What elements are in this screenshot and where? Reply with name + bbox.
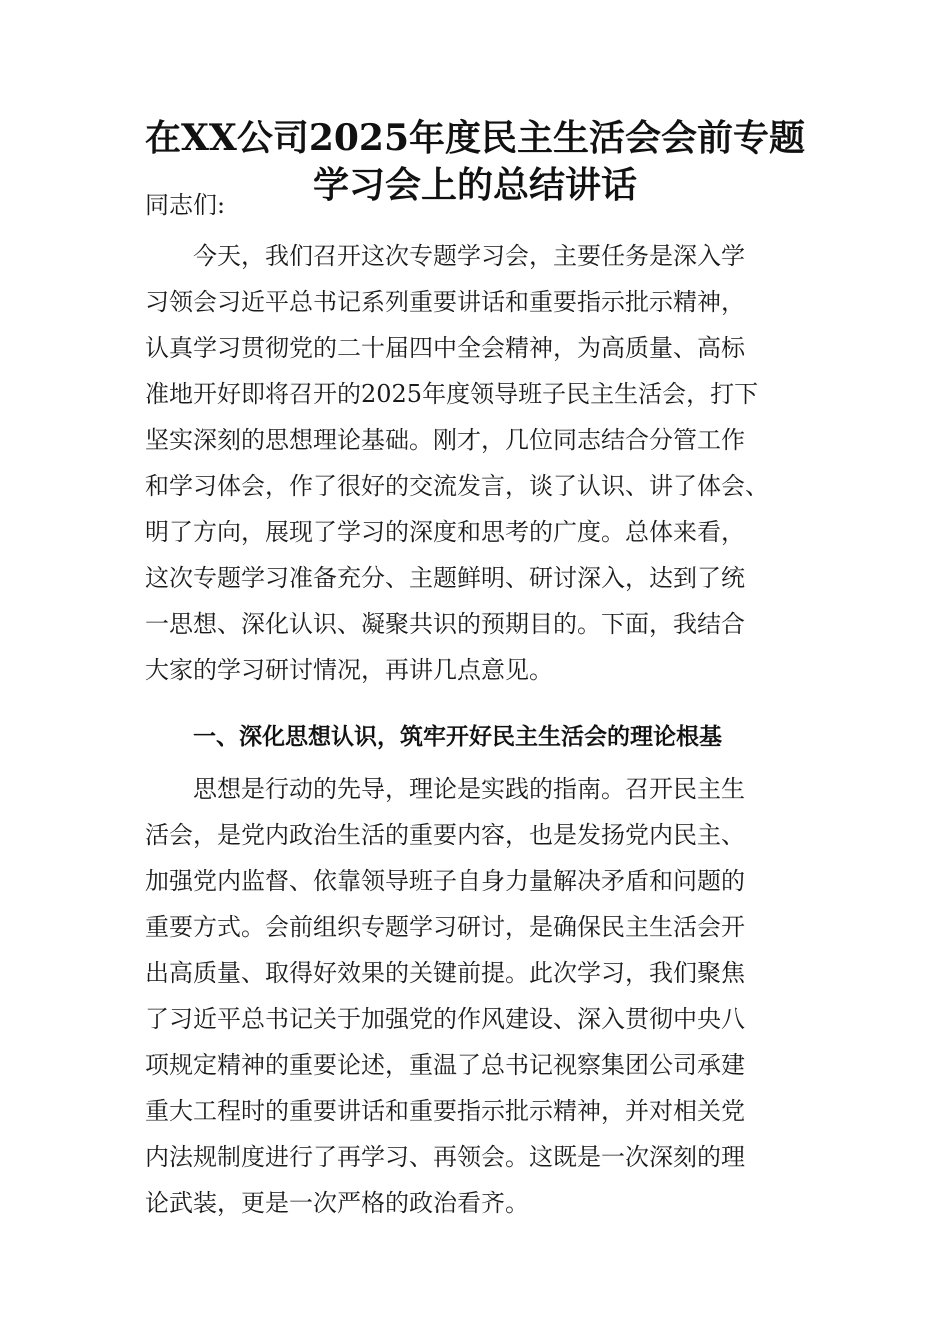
paragraph-line: 明了方向，展现了学习的深度和思考的广度。总体来看， (145, 518, 745, 546)
paragraph-line: 加强党内监督、依靠领导班子自身力量解决矛盾和问题的 (145, 867, 745, 895)
paragraph-line: 内法规制度进行了再学习、再领会。这既是一次深刻的理 (145, 1143, 745, 1171)
paragraph-line: 今天，我们召开这次专题学习会，主要任务是深入学 (193, 242, 745, 270)
paragraph-line: 认真学习贯彻党的二十届四中全会精神，为高质量、高标 (145, 334, 745, 362)
paragraph-line: 重大工程时的重要讲话和重要指示批示精神，并对相关党 (145, 1097, 745, 1125)
paragraph-line: 出高质量、取得好效果的关键前提。此次学习，我们聚焦 (145, 959, 745, 987)
document-title-line-2: 学习会上的总结讲话 (312, 164, 637, 206)
paragraph-line: 大家的学习研讨情况，再讲几点意见。 (145, 656, 553, 684)
paragraph-line: 重要方式。会前组织专题学习研讨，是确保民主生活会开 (145, 913, 745, 941)
paragraph-line: 这次专题学习准备充分、主题鲜明、研讨深入，达到了统 (145, 564, 745, 592)
paragraph-line: 准地开好即将召开的2025年度领导班子民主生活会，打下 (145, 380, 759, 408)
paragraph-intro (145, 233, 845, 693)
paragraph-line: 一思想、深化认识、凝聚共识的预期目的。下面，我结合 (145, 610, 745, 638)
paragraph-line: 和学习体会，作了很好的交流发言，谈了认识、讲了体会、 (145, 472, 769, 500)
paragraph-line: 活会，是党内政治生活的重要内容，也是发扬党内民主、 (145, 821, 745, 849)
section-heading: 一、深化思想认识，筑牢开好民主生活会的理论根基 (193, 724, 722, 750)
paragraph-line: 思想是行动的先导，理论是实践的指南。召开民主生 (193, 775, 745, 803)
paragraph-line: 坚实深刻的思想理论基础。刚才，几位同志结合分管工作 (145, 426, 745, 454)
greeting: 同志们: (145, 191, 226, 219)
paragraph-line: 项规定精神的重要论述，重温了总书记视察集团公司承建 (145, 1051, 745, 1079)
paragraph-line: 了习近平总书记关于加强党的作风建设、深入贯彻中央八 (145, 1005, 745, 1033)
paragraph-line: 论武装，更是一次严格的政治看齐。 (145, 1189, 529, 1217)
paragraph-section-1 (145, 766, 845, 1226)
paragraph-line: 习领会习近平总书记系列重要讲话和重要指示批示精神， (145, 288, 745, 316)
document-title-line-1: 在XX公司2025年度民主生活会会前专题 (144, 117, 806, 159)
